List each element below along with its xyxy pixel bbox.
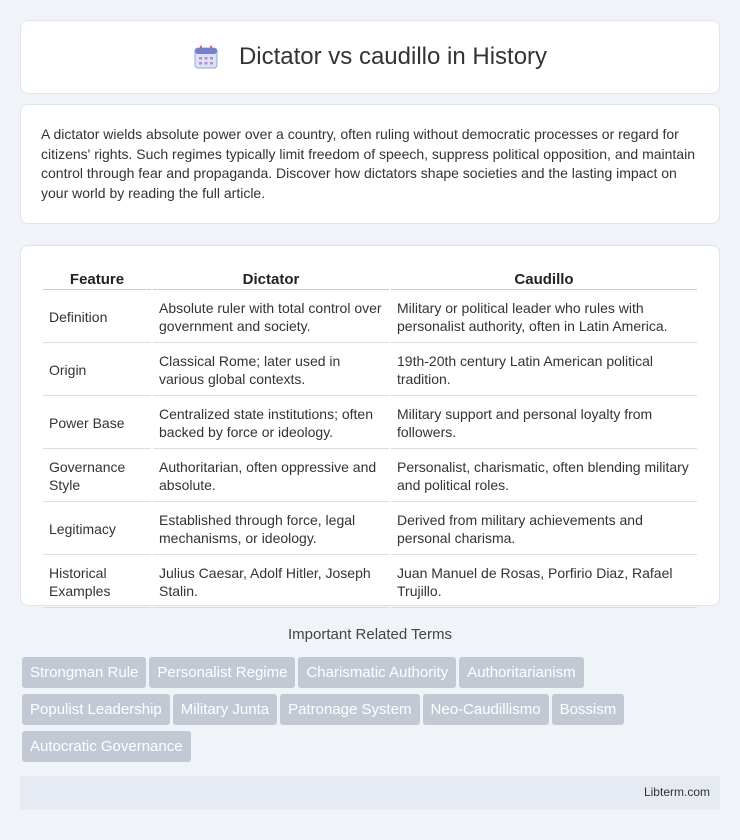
comparison-card: [20, 245, 720, 606]
related-term-tag[interactable]: Strongman Rule: [22, 657, 146, 688]
caudillo-cell: Military support and personal loyalty from followers.: [391, 398, 697, 449]
dictator-cell: Authoritarian, often oppressive and absolute.: [153, 451, 389, 502]
related-term-tag[interactable]: Personalist Regime: [149, 657, 295, 688]
footer: [20, 776, 720, 810]
table-row: [43, 504, 697, 555]
column-header-feature: Feature: [43, 268, 151, 290]
related-terms-list: [22, 657, 722, 768]
column-header-caudillo: Caudillo: [391, 268, 697, 290]
caudillo-cell: 19th-20th century Latin American political tradition.: [391, 345, 697, 396]
related-term-tag[interactable]: Bossism: [552, 694, 625, 725]
column-header-dictator: Dictator: [153, 268, 389, 290]
related-term-tag[interactable]: Charismatic Authority: [298, 657, 456, 688]
dictator-cell: Classical Rome; later used in various global contexts.: [153, 345, 389, 396]
dictator-cell: Centralized state institutions; often backed by force or ideology.: [153, 398, 389, 449]
caudillo-cell: Personalist, charismatic, often blending military and political roles.: [391, 451, 697, 502]
related-terms-title: Important Related Terms: [288, 626, 452, 643]
related-term-tag[interactable]: Patronage System: [280, 694, 419, 725]
related-term-tag[interactable]: Populist Leadership: [22, 694, 170, 725]
feature-cell: Origin: [43, 345, 151, 396]
related-term-tag[interactable]: Neo-Caudillismo: [423, 694, 549, 725]
footer-site-link[interactable]: Libterm.com: [643, 785, 710, 799]
header-card: [20, 20, 720, 94]
comparison-table: [41, 266, 699, 610]
page-title: Dictator vs caudillo in History: [238, 43, 548, 70]
table-row: [43, 557, 697, 608]
intro-card: [20, 104, 720, 224]
table-row: [43, 398, 697, 449]
intro-text: A dictator wields absolute power over a country, often ruling without democratic processes or regard for citizens' rights. Such regimes typically limit freedom of speech, suppress political opposition, and maintain control through fear and propaganda. Discover how dictators shape societies and the lasting impact on your world by reading the full article.: [41, 126, 695, 201]
caudillo-cell: Derived from military achievements and personal charisma.: [391, 504, 697, 555]
dictator-cell: Absolute ruler with total control over government and society.: [153, 292, 389, 343]
feature-cell: Definition: [43, 292, 151, 343]
caudillo-cell: Military or political leader who rules with personalist authority, often in Latin America.: [391, 292, 697, 343]
feature-cell: Historical Examples: [43, 557, 151, 608]
dictator-cell: Established through force, legal mechanisms, or ideology.: [153, 504, 389, 555]
table-row: [43, 345, 697, 396]
caudillo-cell: Juan Manuel de Rosas, Porfirio Diaz, Rafael Trujillo.: [391, 557, 697, 608]
feature-cell: Legitimacy: [43, 504, 151, 555]
calendar-icon: [193, 44, 219, 70]
table-row: [43, 292, 697, 343]
related-term-tag[interactable]: Military Junta: [173, 694, 277, 725]
feature-cell: Power Base: [43, 398, 151, 449]
dictator-cell: Julius Caesar, Adolf Hitler, Joseph Stalin.: [153, 557, 389, 608]
table-row: [43, 451, 697, 502]
feature-cell: Governance Style: [43, 451, 151, 502]
related-term-tag[interactable]: Authoritarianism: [459, 657, 583, 688]
related-term-tag[interactable]: Autocratic Governance: [22, 731, 191, 762]
